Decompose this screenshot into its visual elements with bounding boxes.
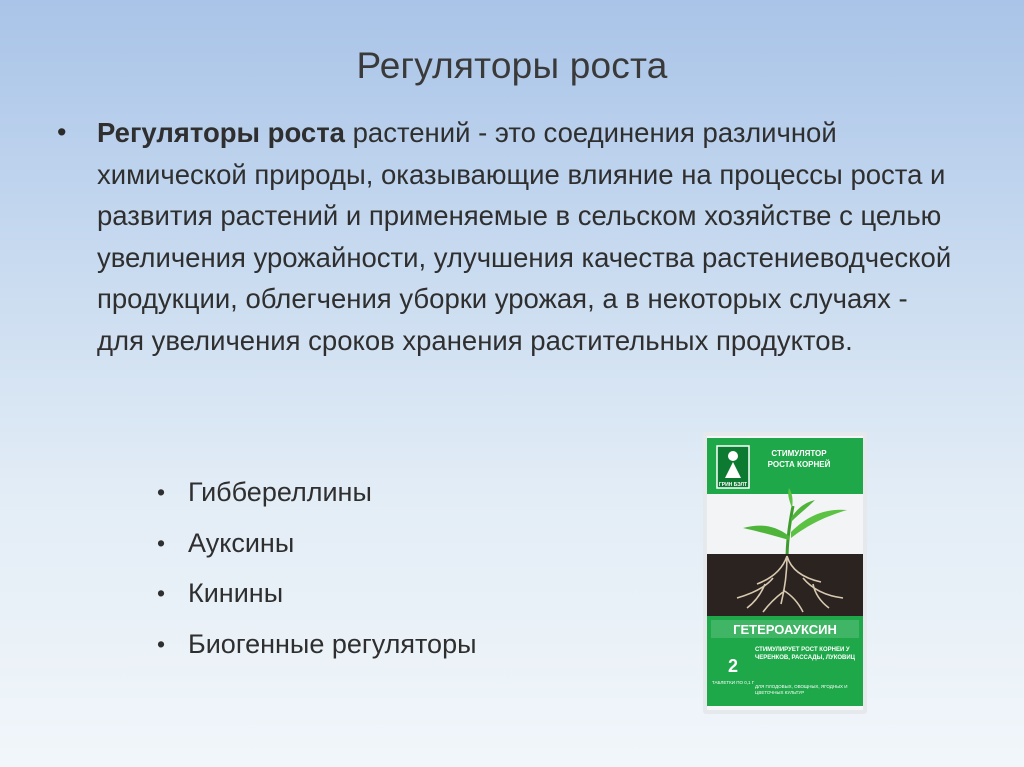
package-product-name: ГЕТЕРОАУКСИН xyxy=(733,622,837,637)
package-footer: ДЛЯ ПЛОДОВЫХ, ОВОЩНЫХ, ЯГОДНЫХ И ЦВЕТОЧНЫХ КУЛЬТУР xyxy=(755,684,848,695)
bullet-dot-icon: • xyxy=(57,117,67,147)
slide-title: Регуляторы роста xyxy=(356,45,668,86)
package-description: СТИМУЛИРУЕТ РОСТ КОРНЕЙ У ЧЕРЕНКОВ, РАССАДЫ, ЛУКОВИЦ xyxy=(755,647,856,661)
main-bullet xyxy=(55,112,960,361)
package-count-label: ТАБЛЕТКИ ПО 0,1 Г xyxy=(711,680,755,685)
main-bullet-definition: растений - это соединения различной химической природы, оказывающие влияние на процессы роста и развития растений и применяемые в сельском хозяйстве с целью увеличения урожайности, улучшения качества растениеводческой продукции, облегчения уборки урожая, а в некоторых случаях - для увеличения сроков хранения растительных продуктов. xyxy=(97,117,952,356)
sub-bullet-item xyxy=(155,471,615,522)
main-bullet-bold-term: Регуляторы роста xyxy=(97,117,345,148)
sub-bullet-label: Гиббереллины xyxy=(188,477,372,507)
heteroauxin-package-illustration xyxy=(703,432,867,714)
main-bullet-text xyxy=(97,112,960,361)
sub-bullet-item xyxy=(155,572,615,623)
package-sky xyxy=(707,494,863,560)
sub-bullet-item xyxy=(155,522,615,573)
package-tablet-count: 2 xyxy=(727,656,739,676)
package-desc-box xyxy=(755,646,859,680)
package-brand: ГРИН БЭЛТ xyxy=(718,482,748,488)
main-bullet-list xyxy=(55,112,960,361)
bullet-dot-icon: • xyxy=(157,580,166,606)
package-header-line2: РОСТА КОРНЕЙ xyxy=(767,460,831,469)
bullet-dot-icon: • xyxy=(157,630,166,657)
bullet-dot-icon: • xyxy=(157,529,166,556)
sub-bullet-label: Биогенные регуляторы xyxy=(188,628,477,659)
package-header-line1: СТИМУЛЯТОР xyxy=(771,449,827,458)
sub-bullet-label: Ауксины xyxy=(188,527,295,558)
bullet-dot-icon: • xyxy=(157,479,166,505)
sub-bullet-item xyxy=(155,623,615,674)
sub-bullet-list xyxy=(155,471,615,673)
brand-emblem-head xyxy=(728,451,738,461)
product-package-image xyxy=(703,432,867,714)
package-footer-box xyxy=(755,684,859,704)
sub-bullet-label: Кинины xyxy=(188,578,284,608)
